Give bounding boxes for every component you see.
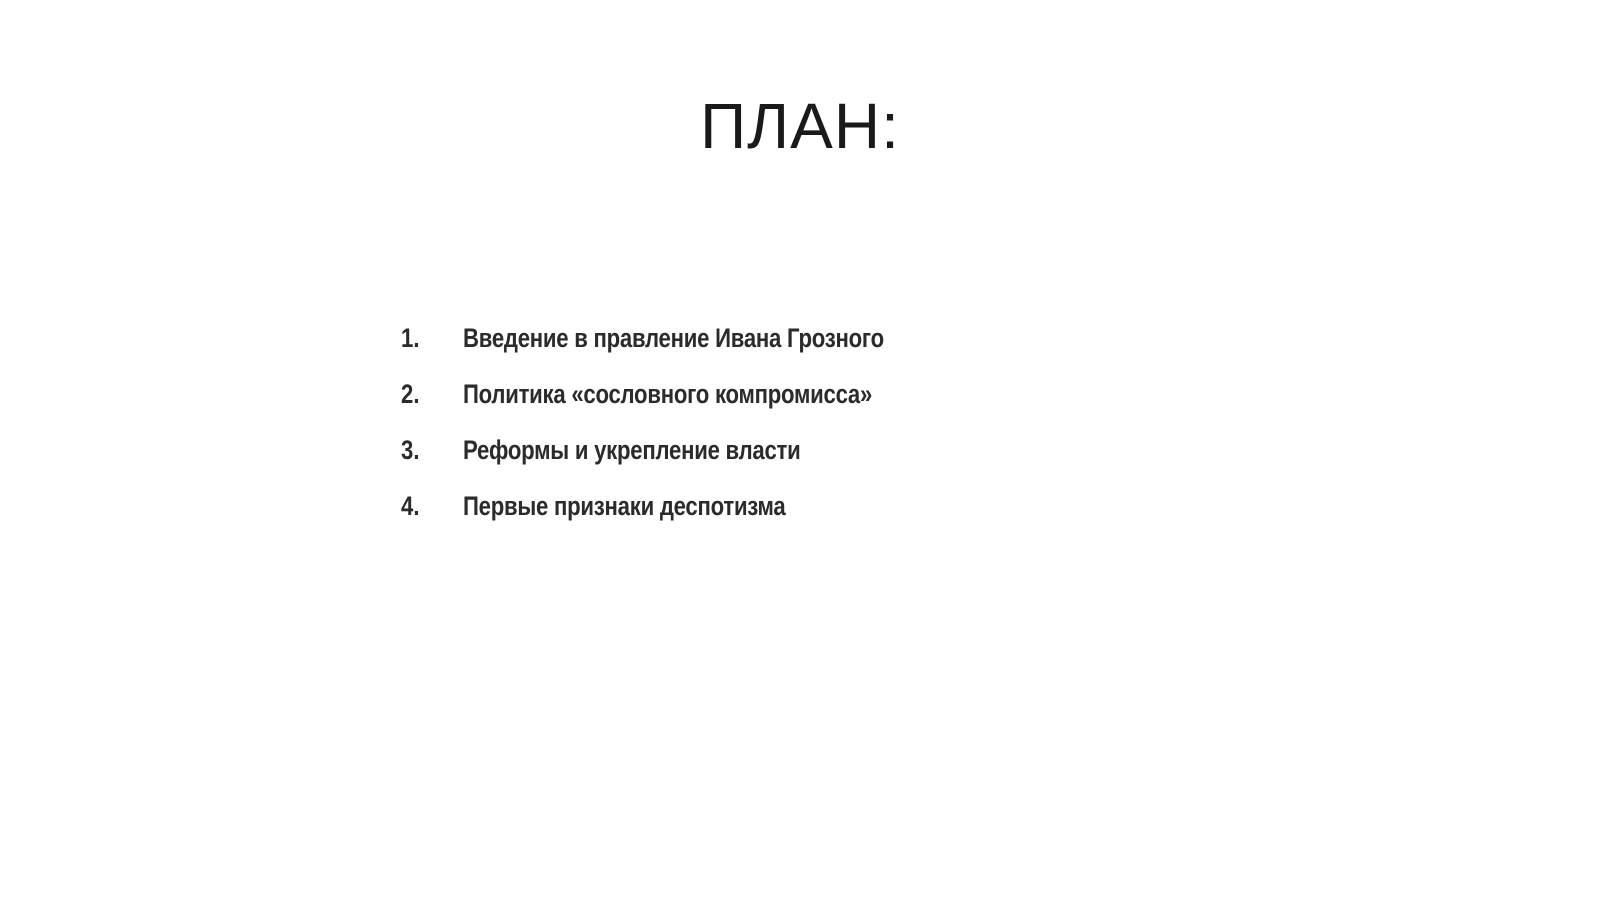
list-item	[401, 323, 976, 379]
list-item-text: Политика «сословного компромисса»	[463, 379, 873, 409]
list-item	[401, 379, 976, 435]
list-item-text: Введение в правление Ивана Грозного	[463, 323, 884, 353]
slide-title: ПЛАН:	[700, 90, 900, 162]
list-item-number: 4.	[401, 491, 420, 521]
list-item-text: Реформы и укрепление власти	[463, 435, 801, 465]
list-item	[401, 491, 976, 547]
list-item-text: Первые признаки деспотизма	[463, 491, 786, 521]
list-item-number: 1.	[401, 323, 420, 353]
list-item-number: 2.	[401, 379, 420, 409]
list-item-number: 3.	[401, 435, 420, 465]
list-item	[401, 435, 976, 491]
plan-list	[401, 323, 976, 547]
